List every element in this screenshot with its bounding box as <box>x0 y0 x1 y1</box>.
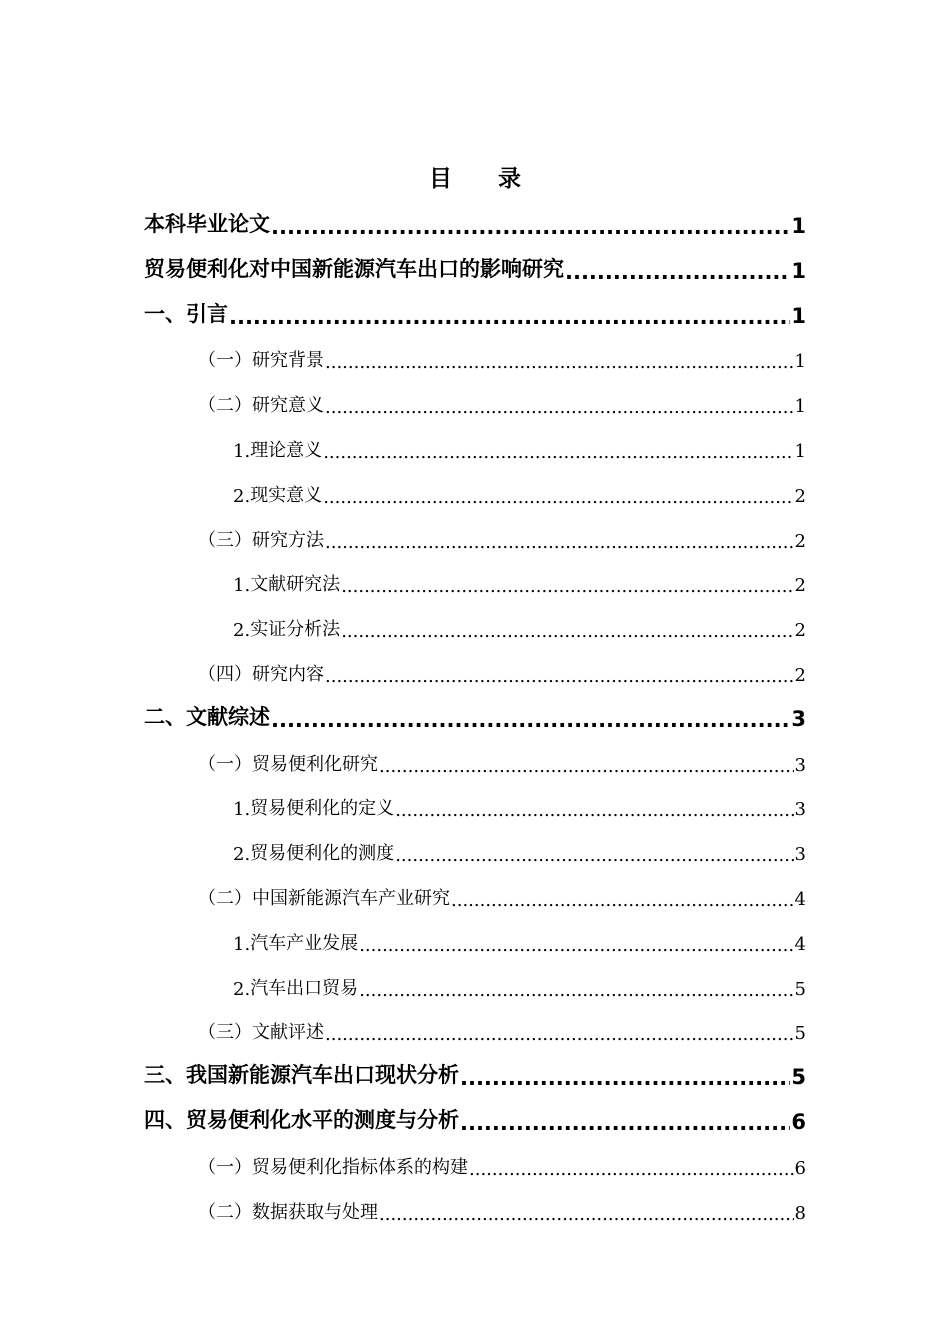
toc-entry[interactable] <box>233 422 806 462</box>
toc-entry-page-number: 1 <box>791 303 806 328</box>
toc-entry-page-number: 1 <box>794 441 806 462</box>
toc-entry-page-number: 8 <box>794 1202 806 1224</box>
toc-entry-number: （四） <box>198 664 252 685</box>
toc-leader-dots <box>341 578 793 596</box>
toc-entry[interactable] <box>233 556 806 596</box>
toc-leader-dots <box>271 217 790 238</box>
toc-entry-page-number: 4 <box>794 889 806 910</box>
toc-entry-page-number: 5 <box>794 978 806 1000</box>
toc-leader-dots <box>460 1068 790 1089</box>
toc-entry-page-number: 3 <box>794 799 806 821</box>
toc-entry-label: 研究内容 <box>252 664 324 685</box>
toc-entry-label: 中国新能源汽车产业研究 <box>252 888 450 909</box>
toc-leader-dots <box>341 623 793 641</box>
toc-entry-number: （一） <box>198 1156 252 1178</box>
toc-entry-page-number: 6 <box>794 1157 806 1179</box>
toc-entry-number: 2. <box>233 485 251 507</box>
toc-entry-label: 贸易便利化对中国新能源汽车出口的影响研究 <box>144 256 564 281</box>
toc-entry-label: 贸易便利化指标体系的构建 <box>252 1156 468 1178</box>
toc-entry[interactable] <box>198 1184 806 1224</box>
toc-entry[interactable] <box>233 780 806 820</box>
toc-entry-number: 1. <box>233 575 251 597</box>
toc-leader-dots <box>451 892 794 910</box>
toc-entry-label: 实证分析法 <box>250 619 341 641</box>
toc-entry[interactable] <box>233 467 806 507</box>
toc-entry-number: 二、 <box>144 704 186 729</box>
toc-leader-dots <box>359 982 793 1000</box>
toc-leader-dots <box>379 1206 794 1224</box>
toc-entry-label: 文献研究法 <box>250 574 341 596</box>
toc-entry-number: （二） <box>198 888 252 909</box>
toc-entry-number: 一、 <box>144 301 186 326</box>
toc-entry-page-number: 2 <box>794 575 806 597</box>
toc-entry[interactable] <box>233 960 806 1000</box>
toc-entry-label: 文献综述 <box>186 704 270 729</box>
toc-entry-label: 贸易便利化的定义 <box>250 798 395 820</box>
toc-entry-label: 引言 <box>186 301 228 326</box>
toc-entry[interactable] <box>233 825 806 865</box>
toc-leader-dots <box>325 668 794 686</box>
toc-entry-number: （二） <box>198 1201 252 1223</box>
toc-entry-number: 四、 <box>144 1108 186 1132</box>
toc-leader-dots <box>395 847 793 865</box>
toc-entry-page-number: 2 <box>794 485 806 507</box>
toc-leader-dots <box>271 710 790 731</box>
toc-leader-dots <box>325 354 794 372</box>
toc-entry-number: 1. <box>233 441 251 462</box>
toc-leader-dots <box>323 444 793 462</box>
toc-entry[interactable] <box>144 1094 806 1134</box>
toc-entry-number: 2. <box>233 620 251 642</box>
toc-entry-page-number: 2 <box>794 620 806 642</box>
toc-entry-label: 研究方法 <box>252 529 324 551</box>
toc-entry-label: 理论意义 <box>250 440 323 461</box>
toc-entry-label: 研究背景 <box>252 350 324 372</box>
toc-entry-page-number: 6 <box>791 1110 806 1134</box>
toc-entry-number: 1. <box>233 933 251 955</box>
toc-entry[interactable] <box>198 870 806 910</box>
toc-entry[interactable] <box>144 288 806 328</box>
toc-leader-dots <box>359 937 793 955</box>
toc-entry-number: （二） <box>198 395 252 417</box>
toc-leader-dots <box>460 1113 790 1134</box>
toc-entry[interactable] <box>144 198 806 238</box>
toc-entry-number: （一） <box>198 350 252 372</box>
toc-entry-label: 研究意义 <box>252 395 324 417</box>
toc-title: 目录 <box>429 166 567 192</box>
toc-entry-page-number: 1 <box>791 214 806 238</box>
toc-entry-label: 贸易便利化研究 <box>252 753 378 775</box>
toc-leader-dots <box>229 307 790 328</box>
toc-entry[interactable] <box>198 332 806 372</box>
toc-entry-number: （三） <box>198 1022 252 1044</box>
toc-entry[interactable] <box>198 512 806 552</box>
toc-entry-label: 文献评述 <box>252 1022 324 1044</box>
toc-entry-label: 本科毕业论文 <box>144 212 270 236</box>
toc-leader-dots <box>379 758 794 776</box>
toc-entry-number: 三、 <box>144 1063 186 1088</box>
toc-leader-dots <box>325 399 794 417</box>
toc-entry-page-number: 1 <box>791 258 806 283</box>
toc-entry-label: 贸易便利化水平的测度与分析 <box>186 1108 459 1132</box>
toc-entry-label: 现实意义 <box>250 484 323 506</box>
toc-entry[interactable] <box>198 377 806 417</box>
toc-entry-page-number: 5 <box>794 1023 806 1045</box>
toc-entry-number: 1. <box>233 799 251 821</box>
toc-entry[interactable] <box>144 691 806 731</box>
toc-entry[interactable] <box>144 243 806 283</box>
toc-entry-page-number: 2 <box>794 665 806 686</box>
toc-entry[interactable] <box>198 646 806 686</box>
toc-entry[interactable] <box>198 1004 806 1044</box>
toc-entry-page-number: 3 <box>791 706 806 731</box>
toc-entry-page-number: 4 <box>794 933 806 955</box>
toc-entry[interactable] <box>198 1139 806 1179</box>
toc-entry-label: 汽车产业发展 <box>250 932 359 954</box>
toc-entry-page-number: 5 <box>791 1065 806 1090</box>
toc-leader-dots <box>325 1026 794 1044</box>
toc-entry-page-number: 1 <box>794 351 806 373</box>
toc-leader-dots <box>395 802 793 820</box>
toc-entry-page-number: 2 <box>794 530 806 552</box>
toc-leader-dots <box>325 534 794 552</box>
toc-entry-label: 贸易便利化的测度 <box>250 843 395 865</box>
toc-entry[interactable] <box>233 601 806 641</box>
toc-entry-page-number: 3 <box>794 754 806 776</box>
toc-entry-page-number: 1 <box>794 396 806 418</box>
toc-leader-dots <box>469 1161 794 1179</box>
toc-entry-label: 我国新能源汽车出口现状分析 <box>186 1063 459 1088</box>
toc-entry-page-number: 3 <box>794 844 806 866</box>
toc-entry-number: （三） <box>198 529 252 551</box>
toc-entry-number: 2. <box>233 844 251 866</box>
toc-entry-label: 汽车出口贸易 <box>250 977 359 999</box>
toc-entry[interactable] <box>233 915 806 955</box>
toc-entry-number: （一） <box>198 753 252 775</box>
toc-entry-label: 数据获取与处理 <box>252 1201 378 1223</box>
toc-leader-dots <box>565 262 790 283</box>
toc-entry[interactable] <box>144 1049 806 1089</box>
toc-entry[interactable] <box>198 736 806 776</box>
toc-entry-number: 2. <box>233 978 251 1000</box>
toc-leader-dots <box>323 489 793 507</box>
